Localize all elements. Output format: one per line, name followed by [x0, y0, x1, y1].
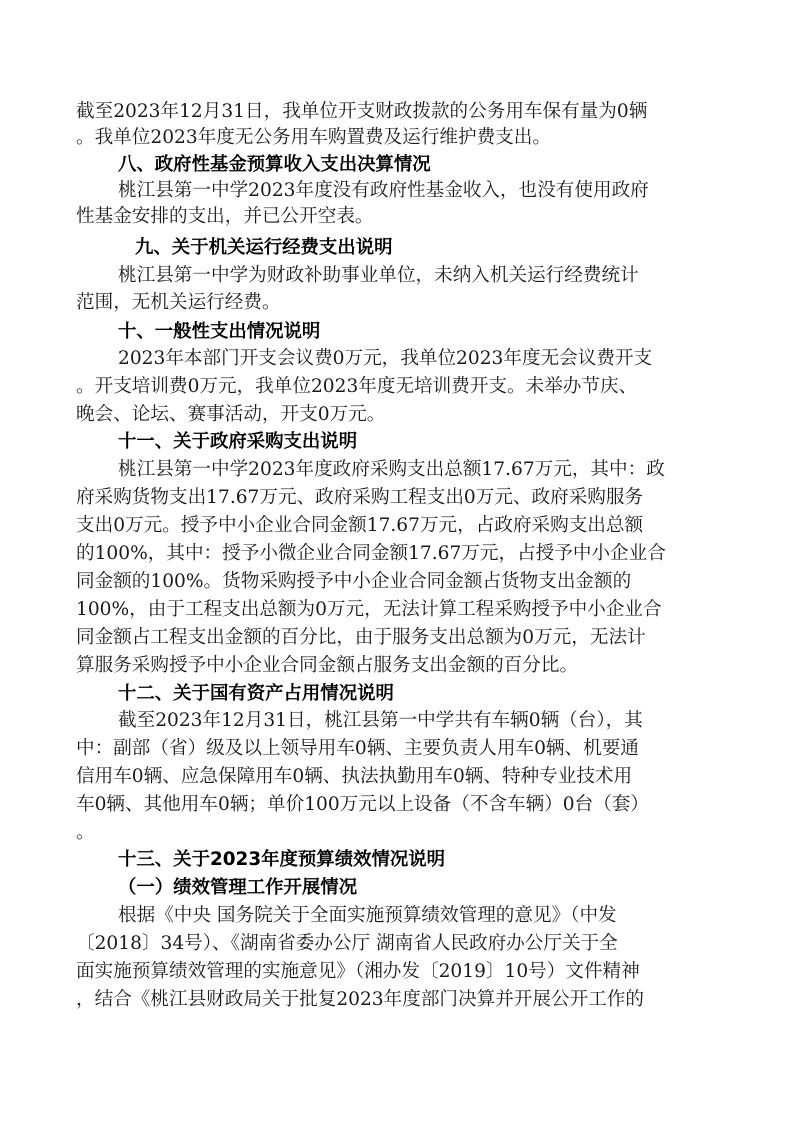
line-text: 。开支培训费0万元，我单位2023年度无培训费开支。未举办节庆、 [76, 376, 638, 397]
heading-text: 九、关于机关运行经费支出说明 [135, 237, 393, 258]
heading-text: 十、一般性支出情况说明 [118, 321, 321, 342]
section-heading [0, 317, 793, 347]
body-line [0, 818, 793, 848]
body-line [0, 734, 793, 764]
body-line [0, 123, 793, 153]
body-line [0, 929, 793, 959]
body-line [0, 372, 793, 402]
body-line [0, 985, 793, 1015]
body-line [0, 567, 793, 597]
line-text: 桃江县第一中学为财政补助事业单位，未纳入机关运行经费统计 [118, 265, 639, 286]
line-text: 府采购货物支出17.67万元、政府采购工程支出0万元、政府采购服务 [76, 487, 644, 508]
section-heading [0, 845, 793, 875]
line-text: 截至2023年12月31日，桃江县第一中学共有车辆0辆（台），其 [118, 710, 643, 731]
line-text: 截至2023年12月31日，我单位开支财政拨款的公务用车保有量为0辆 [76, 101, 648, 122]
line-text: 算服务采购授予中小企业合同金额占服务支出金额的百分比。 [76, 655, 579, 676]
line-text: 桃江县第一中学2023年度政府采购支出总额17.67万元，其中：政 [118, 459, 665, 480]
line-text: 车0辆、其他用车0辆；单价100万元以上设备（不含车辆）0台（套） [76, 794, 650, 815]
body-line [0, 400, 793, 430]
body-line [0, 455, 793, 485]
line-text: 。我单位2023年度无公务用车购置费及运行维护费支出。 [76, 127, 551, 148]
body-line [0, 901, 793, 931]
body-line [0, 483, 793, 513]
line-text: 同金额的100%。货物采购授予中小企业合同金额占货物支出金额的 [76, 571, 632, 592]
heading-text: 十二、关于国有资产占用情况说明 [118, 683, 394, 704]
heading-text: 十一、关于政府采购支出说明 [118, 431, 358, 452]
body-line [0, 790, 793, 820]
line-text: 100%，由于工程支出总额为0万元，无法计算工程采购授予中小企业合 [76, 599, 662, 620]
line-text: ，结合《桃江县财政局关于批复2023年度部门决算并开展公开工作的 [76, 989, 644, 1010]
heading-text: 八、政府性基金预算收入支出决算情况 [118, 154, 431, 175]
line-text: 支出0万元。授予中小企业合同金额17.67万元，占政府采购支出总额 [76, 515, 644, 536]
body-line [0, 595, 793, 625]
section-heading [0, 679, 793, 709]
body-line [0, 651, 793, 681]
line-text: 性基金安排的支出，并已公开空表。 [76, 206, 374, 227]
body-line [0, 344, 793, 374]
line-text: 晚会、论坛、赛事活动，开支0万元。 [76, 404, 386, 425]
line-text: 信用车0辆、应急保障用车0辆、执法执勤用车0辆、特种专业技术用 [76, 766, 633, 787]
body-line [0, 762, 793, 792]
line-text: 桃江县第一中学2023年度没有政府性基金收入，也没有使用政府 [118, 180, 649, 201]
line-text: 中：副部（省）级及以上领导用车0辆、主要负责人用车0辆、机要通 [76, 738, 639, 759]
body-line [0, 511, 793, 541]
line-text: 2023年本部门开支会议费0万元，我单位2023年度无会议费开支 [118, 348, 653, 369]
body-line [0, 288, 793, 318]
section-heading [0, 427, 793, 457]
line-text: 面实施预算绩效管理的实施意见》（湘办发〔2019〕10号）文件精神 [76, 961, 640, 982]
line-text: 根据《中央 国务院关于全面实施预算绩效管理的意见》（中发 [118, 905, 617, 926]
heading-text: 十三、关于2023年度预算绩效情况说明 [118, 849, 446, 870]
line-text: 范围，无机关运行经费。 [76, 292, 281, 313]
heading-text: （一）绩效管理工作开展情况 [118, 877, 358, 898]
subsection-heading [0, 873, 793, 903]
body-line [0, 202, 793, 232]
body-line [0, 957, 793, 987]
line-text: 。 [76, 822, 95, 843]
line-text: 〔2018〕34号）、《湖南省委办公厅 湖南省人民政府办公厅关于全 [76, 933, 618, 954]
body-line [0, 261, 793, 291]
body-line [0, 623, 793, 653]
line-text: 同金额占工程支出金额的百分比，由于服务支出总额为0万元，无法计 [76, 627, 646, 648]
section-heading [0, 233, 793, 263]
body-line [0, 706, 793, 736]
body-line [0, 539, 793, 569]
line-text: 的100%，其中：授予小微企业合同金额17.67万元，占授予中小企业合 [76, 543, 666, 564]
